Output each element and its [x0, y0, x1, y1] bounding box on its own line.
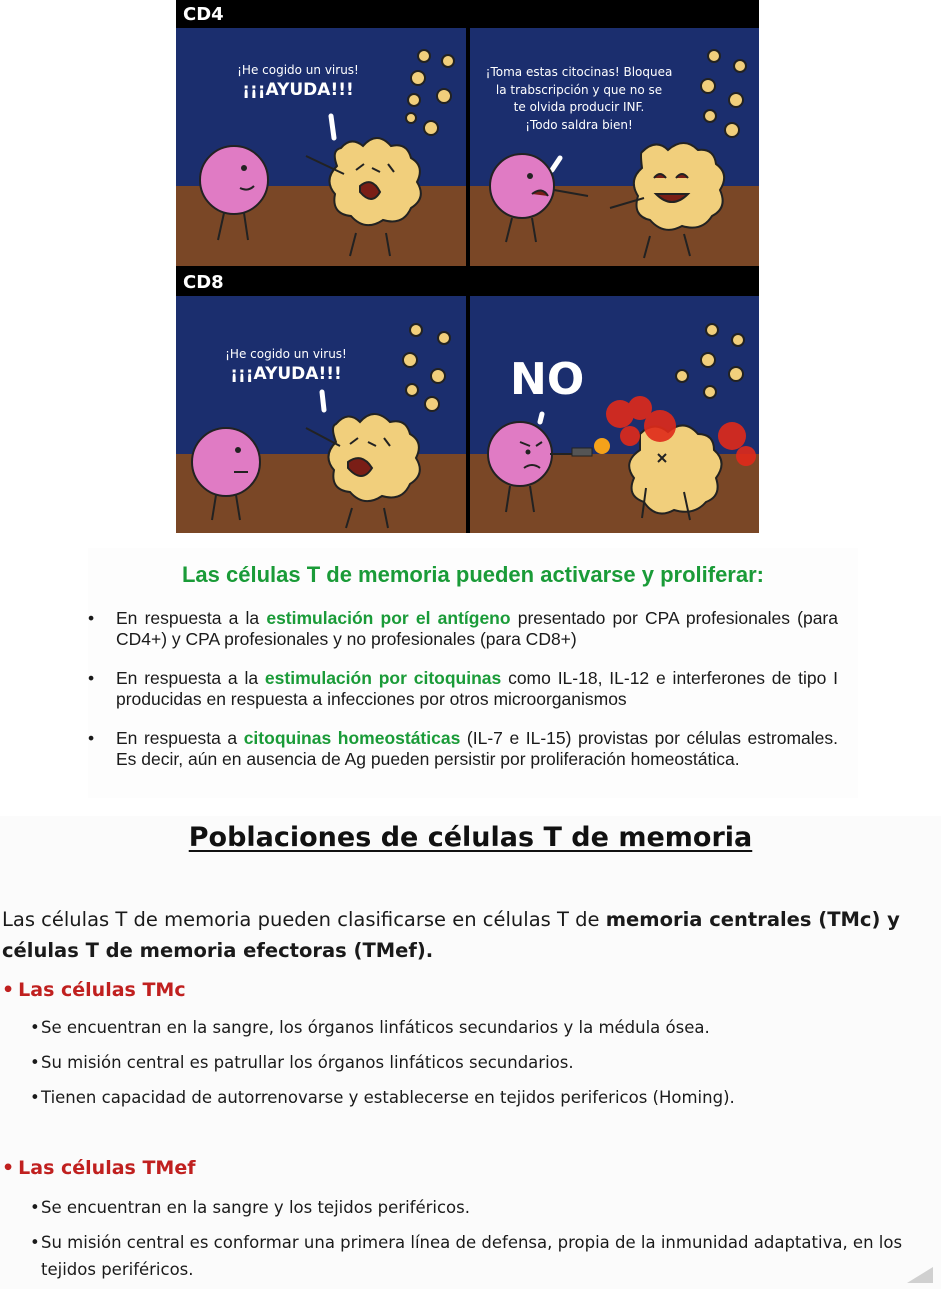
bullet-2-post: como IL-18, IL-12 e interferones de tipo I producidas en respuesta a infecciones por otros microorganismos: [116, 668, 838, 709]
populations-slide: [0, 816, 941, 1289]
bullet-dot: •: [2, 979, 15, 1001]
panel-3-line-1: ¡He cogido un virus!: [225, 347, 347, 361]
bullet-dot: •: [2, 1157, 15, 1179]
populations-title: Poblaciones de células T de memoria: [188, 822, 753, 853]
comic-panel-4: [470, 296, 759, 533]
tmef-item-2: [30, 1229, 930, 1283]
tmef-item-1-text: Se encuentran en la sangre y los tejidos periféricos.: [41, 1198, 470, 1217]
bullet-dot: •: [88, 608, 95, 628]
panel-1-line-2: ¡¡¡AYUDA!!!: [242, 80, 354, 100]
tmef-item-1: [30, 1194, 930, 1221]
panel-1-speech: [228, 62, 368, 101]
bullet-3-pre: En respuesta a: [116, 728, 244, 748]
panel-2-speech: [474, 64, 684, 134]
bullet-dot: •: [88, 668, 95, 688]
bullet-3-post: (IL-7 e IL-15) provistas por células estromales. Es decir, aún en ausencia de Ag pueden persistir por proliferación homeostática.: [116, 728, 838, 769]
panel-2-line-2: la trabscripción y que no se: [495, 82, 663, 97]
cd4-label: CD4: [176, 0, 759, 28]
bullet-dot: •: [30, 1198, 40, 1217]
panel-4-no: NO: [510, 354, 585, 405]
bullet-3-highlight: citoquinas homeostáticas: [243, 728, 461, 748]
tmc-heading: [2, 979, 186, 1001]
tmef-item-2-text: Su misión central es conformar una primera línea de defensa, propia de la inmunidad adaptativa, en los tejidos periféricos.: [41, 1233, 903, 1279]
panel-2-line-4: ¡Todo saldra bien!: [525, 117, 633, 132]
activation-bullet-3: [88, 728, 838, 770]
resize-corner-icon: [903, 1263, 937, 1285]
bullet-dot: •: [30, 1018, 40, 1037]
comic-panel-1: [176, 28, 466, 266]
panel-2-line-1: ¡Toma estas citocinas! Bloquea: [485, 65, 673, 79]
bullet-dot: •: [30, 1233, 40, 1252]
comic-panel-3: [176, 296, 466, 533]
panel-4-drawing: [470, 296, 759, 533]
intro-bold-text: memoria centrales (TMc) y células T de memoria efectoras (TMef).: [2, 908, 900, 962]
tmef-heading: [2, 1157, 195, 1179]
bullet-dot: •: [30, 1053, 40, 1072]
panel-2-line-3: te olvida producir INF.: [513, 100, 645, 114]
tmef-heading-text: Las células TMef: [18, 1157, 196, 1179]
bullet-2-highlight: estimulación por citoquinas: [264, 668, 502, 688]
activation-slide: [88, 548, 858, 798]
comic-panel-2: [470, 28, 759, 266]
tmc-item-2-text: Su misión central es patrullar los órganos linfáticos secundarios.: [41, 1053, 574, 1072]
tmc-item-3-text: Tienen capacidad de autorrenovarse y establecerse en tejidos perifericos (Homing).: [41, 1088, 735, 1107]
comic-strip: [176, 0, 759, 533]
panel-3-speech: [216, 346, 356, 385]
bullet-1-post: presentado por CPA profesionales (para CD4+) y CPA profesionales y no profesionales (para CD8+): [116, 608, 838, 649]
tmc-item-3: [30, 1084, 930, 1111]
activation-title: Las células T de memoria pueden activarse y proliferar:: [181, 562, 764, 587]
bullet-2-pre: En respuesta a la: [116, 668, 265, 688]
bullet-dot: •: [30, 1088, 40, 1107]
bullet-dot: •: [88, 728, 95, 748]
cd8-label: CD8: [176, 268, 759, 296]
intro-text: Las células T de memoria pueden clasificarse en células T de: [2, 908, 606, 931]
panel-3-drawing: [176, 296, 466, 533]
bullet-1-pre: En respuesta a la: [116, 608, 267, 628]
tmc-item-1-text: Se encuentran en la sangre, los órganos linfáticos secundarios y la médula ósea.: [41, 1018, 710, 1037]
tmc-item-1: [30, 1014, 930, 1041]
tmc-heading-text: Las células TMc: [18, 979, 186, 1001]
populations-intro: [2, 904, 937, 966]
panel-3-line-2: ¡¡¡AYUDA!!!: [230, 364, 342, 384]
tmc-item-2: [30, 1049, 930, 1076]
bullet-1-highlight: estimulación por el antígeno: [266, 608, 511, 628]
activation-bullet-2: [88, 668, 838, 710]
panel-1-line-1: ¡He cogido un virus!: [237, 63, 359, 77]
activation-bullet-1: [88, 608, 838, 650]
